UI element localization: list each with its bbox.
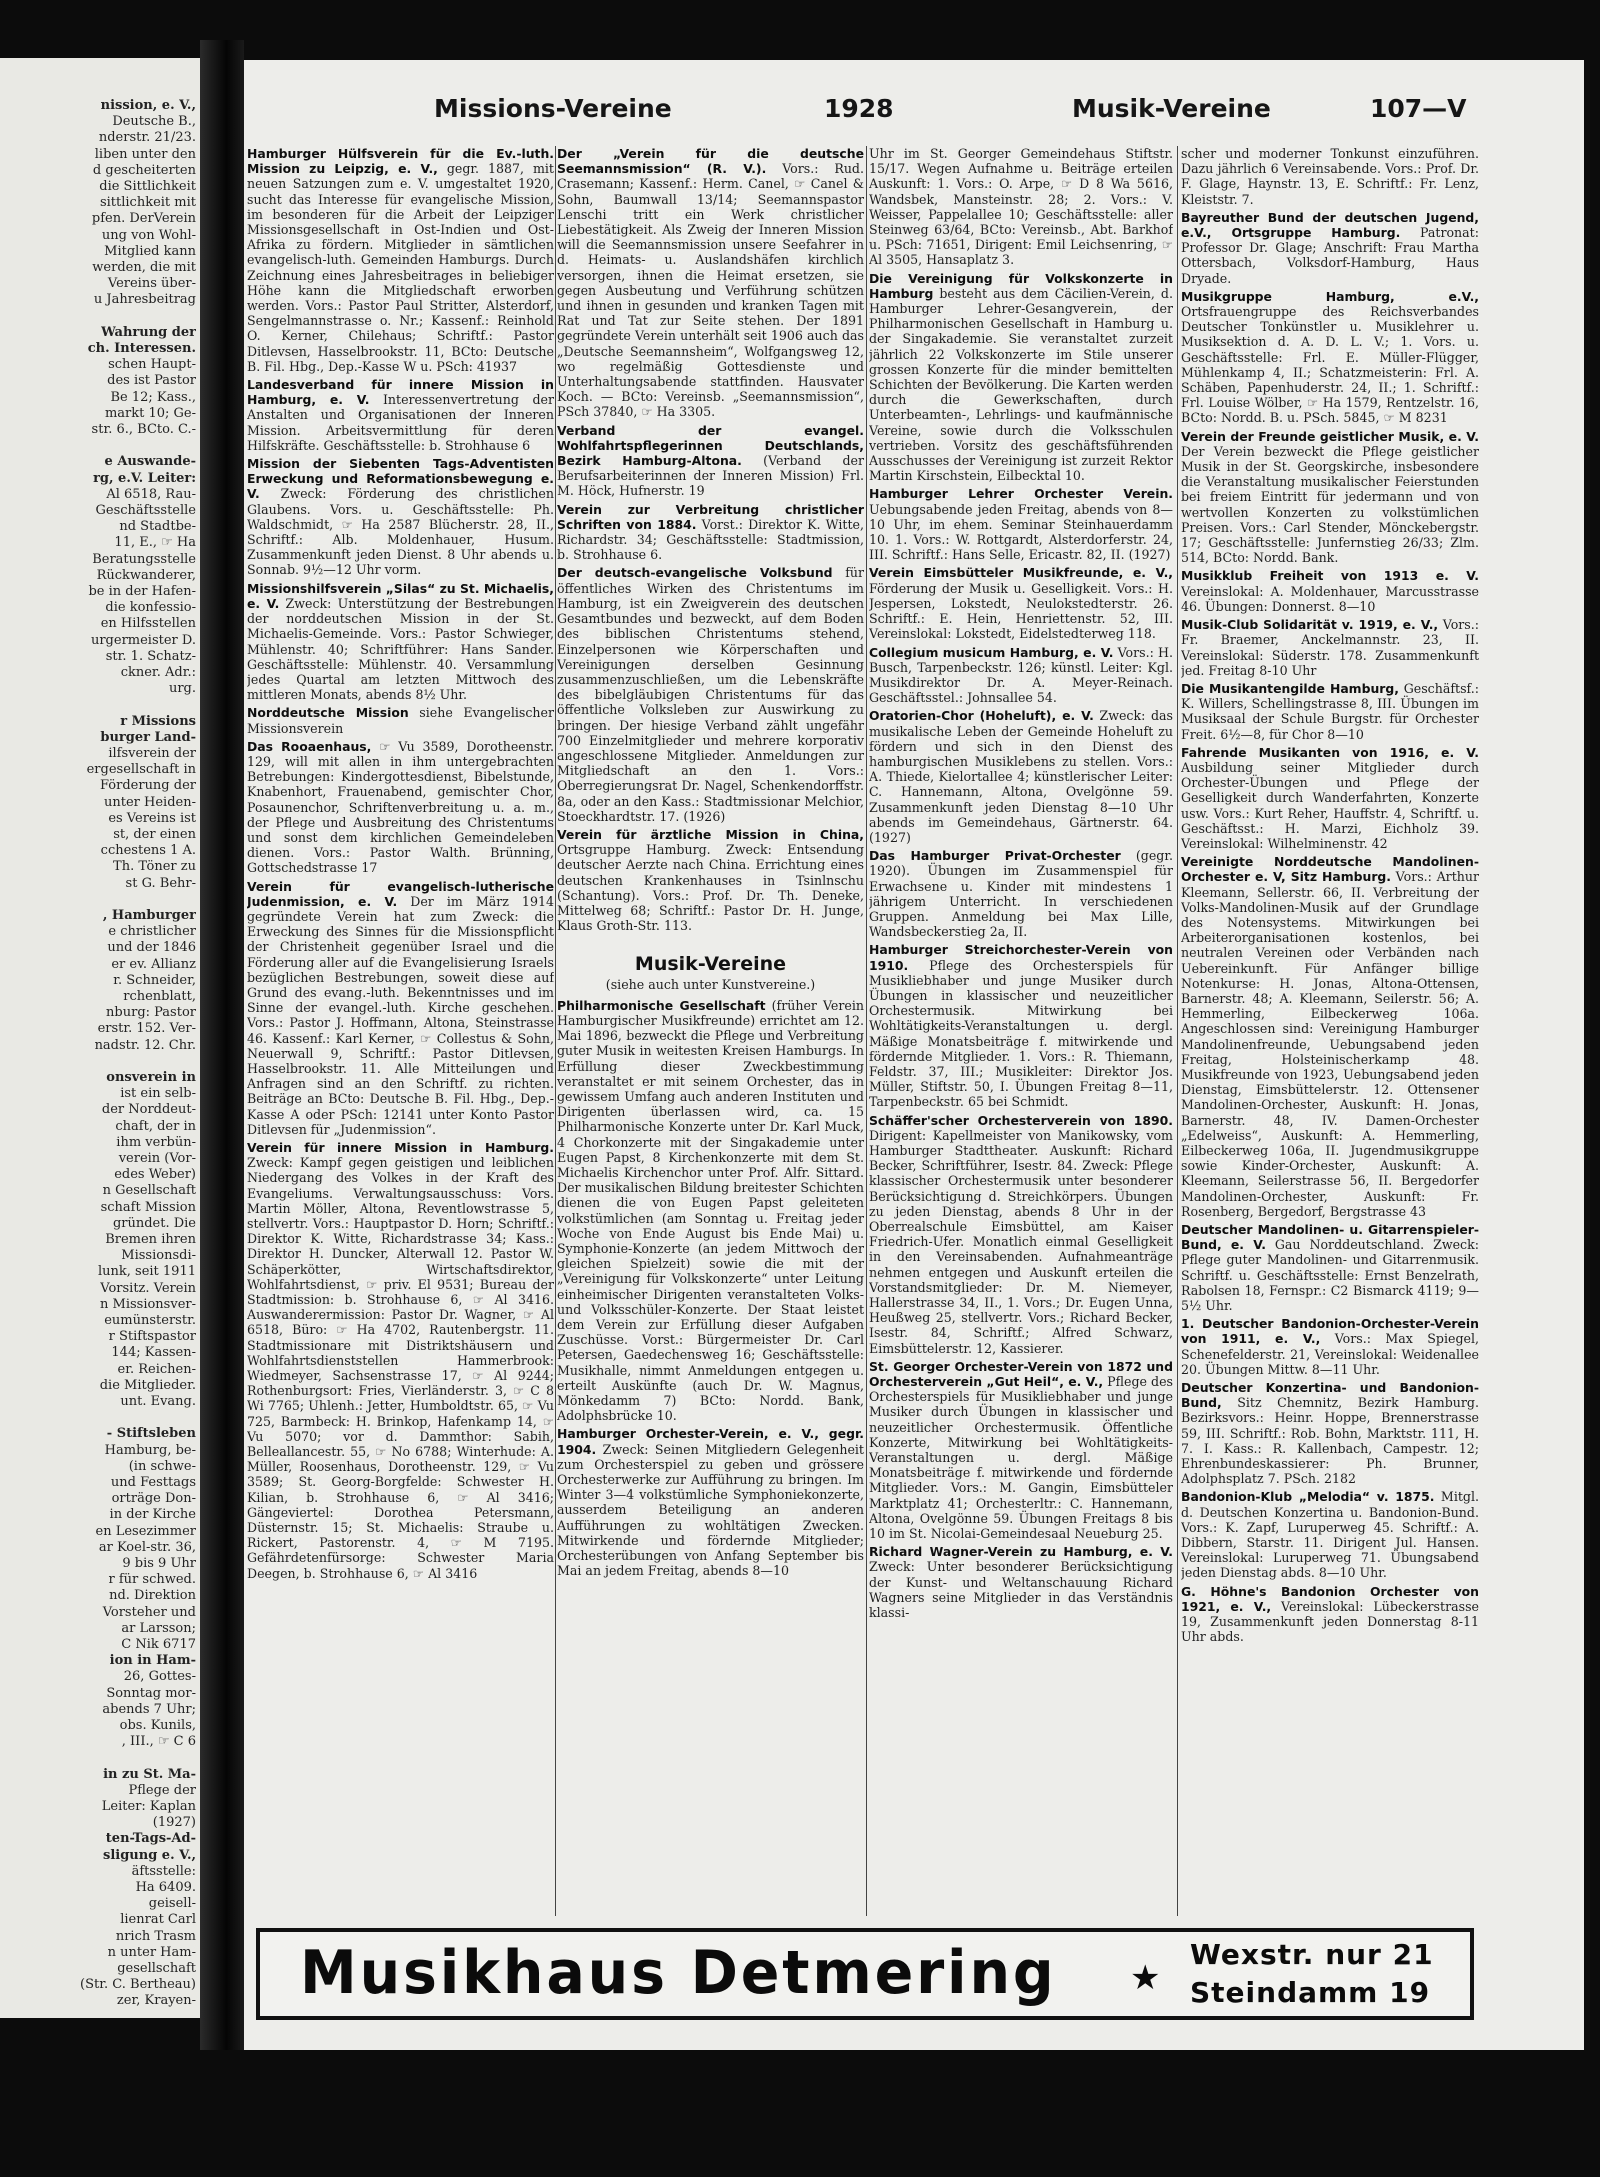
directory-entry [869, 942, 1173, 1109]
entry-text: Mitgl. d. Deutschen Konzertina u. Bandonion-Bund. Vors.: K. Zapf, Luruperweg 45. Schriftf.: A. Dibbern, Starstr. 11. Dirigent Jul. Hansen. Vereinslokal: Luruperweg 71. Übungsabend jeden Dienstag abds. 8—10 Uhr. [1181, 1489, 1479, 1581]
previous-page-line: nrich Trasm [115, 1928, 196, 1944]
previous-page-line: unter Heiden- [104, 794, 196, 810]
entry-text: siehe Evangelischer Missionsverein [247, 705, 554, 736]
column-divider [555, 146, 556, 1916]
entry-text: Patronat: Professor Dr. Glage; Anschrift: Frau Martha Ottersbach, Volksdorf-Hamburg, Haus Dryade. [1181, 225, 1479, 286]
entry-heading: Die Vereinigung für Volkskonzerte in Hamburg [869, 270, 1173, 301]
previous-page-line: lienrat Carl [120, 1912, 196, 1928]
previous-page-line: nderstr. 21/23. [98, 130, 196, 146]
previous-page-line: ion in Ham- [109, 1653, 196, 1669]
previous-page-line: st, der einen [113, 827, 196, 842]
directory-entry [557, 565, 864, 823]
previous-page-line: äftsstelle: [131, 1863, 196, 1879]
previous-page-line: des ist Pastor [107, 373, 196, 389]
entry-heading: Hamburger Lehrer Orchester Verein. [869, 486, 1173, 502]
previous-page-line: burger Land- [100, 729, 196, 745]
entry-text: Vereinslokal: Lübeckerstrasse 19, Zusammenkunft jeden Donnerstag 8-11 Uhr abds. [1181, 1598, 1479, 1645]
directory-entry [869, 146, 1173, 268]
directory-entry [869, 565, 1173, 641]
entry-heading: Schäffer'scher Orchesterverein von 1890. [869, 1112, 1173, 1128]
directory-entry [247, 705, 554, 735]
entry-text: Ortsgruppe Hamburg. Zweck: Entsendung deutscher Aerzte nach China. Errichtung eines deutschen Krankenhauses in Tsinlnschu (Schantung). Vors.: Prof. Dr. Th. Deneke, Mittelweg 68; Schriftf.: Pastor Dr. H. Junge, Klaus Groth-Str. 113. [557, 842, 864, 934]
previous-page-line: Rückwanderer, [96, 567, 196, 583]
previous-page-line: en Lesezimmer [95, 1523, 196, 1539]
section-subtitle: (siehe auch unter Kunstvereine.) [605, 976, 816, 992]
previous-page-line: markt 10; Ge- [104, 405, 196, 421]
previous-page-line: Al 6518, Rau- [106, 486, 196, 502]
directory-entry [1181, 1316, 1479, 1377]
previous-page-line: , III., ☞ C 6 [121, 1734, 196, 1750]
entry-heading: Norddeutsche Mission [247, 705, 409, 721]
previous-page-line: - Stiftsleben [106, 1426, 196, 1442]
previous-page-line: Vereins über- [107, 276, 196, 292]
entry-heading: Der „Verein für die deutsche Seemannsmission“ (R. V.). [557, 146, 864, 177]
previous-page-line: Deutsche B., [112, 114, 196, 130]
directory-entry [1181, 429, 1479, 566]
entry-text: (früher Verein Hamburgischer Musikfreunde) errichtet am 12. Mai 1896, bezweckt die Pflege und Verbreitung guter Musik in weitesten Kreisen Hamburgs. In Erfüllung dieser Zweckbestimmung veranstaltet er mit seinem Orchester, das in gewissem Umfang auch anderen Instituten und Dirigenten überlassen wird, ca. 15 Philharmonische Konzerte unter Dr. Karl Muck, 4 Chorkonzerte mit der Singakademie unter Eugen Papst, 8 Kirchenkonzerte mit dem St. Michaelis Kirchenchor unter Prof. Alfr. Sittard. Der musikalischen Bildung breitester Schichten dienen die von Eugen Papst geleiteten volkstümlichen (am Sonntag u. Freitag jeder Woche von Ende August bis Ende Mai) u. Symphonie-Konzerte (an jedem Mittwoch der gleichen Spielzeit) sowie die mit der „Vereinigung für Volkskonzerte“ unter Leitung einheimischer Dirigenten veranstalteten Volks- und Volksschüler-Konzerte. Der Staat leistet dem Verein zur Erfüllung dieser Aufgaben Zuschüsse. Vorst.: Bürgermeister Dr. Carl Petersen, Gaedechensweg 16; Geschäftsstelle: Musikhalle, nimmt Anmeldungen entgegen u. erteilt Auskünfte (auch Dr. W. Magnus, Mönkedamm 7) BCto: Nordd. Bank, Adolphsbrücke 10. [557, 997, 864, 1424]
entry-heading: Bandonion-Klub „Melodia“ v. 1875. [1181, 1489, 1435, 1505]
entry-text: Sitz Chemnitz, Bezirk Hamburg. Bezirksvors.: Heinr. Hoppe, Brennerstrasse 59, III. Schriftf.: Rob. Bohn, Marktstr. 111, H. 7. I. Kass.: R. Kallenbach, Campestr. 12; Ehrenbundeskassierer: Ph. Brunner, Adolphsplatz 7. PSch. 2182 [1181, 1395, 1479, 1487]
entry-heading: Verein Eimsbütteler Musikfreunde, e. V., [869, 565, 1173, 581]
previous-page-line: ar Larsson; [121, 1620, 196, 1636]
directory-entry [557, 827, 864, 933]
entry-text: Gau Norddeutschland. Zweck: Pflege guter Mandolinen- und Gitarrenmusik. Schriftf. u. Geschäftsstelle: Ernst Benzelrath, Rabolsen 18, Fernspr.: C2 Bismarck 4119; 9—5½ Uhr. [1181, 1237, 1479, 1314]
entry-text: Vors.: H. Busch, Tarpenbeckstr. 126; künstl. Leiter: Kgl. Musikdirektor Dr. A. Meyer-Reinach. Geschäftsstel.: Johnsallee 54. [869, 644, 1173, 706]
header-year: 1928 [824, 94, 894, 123]
entry-text: Dirigent: Kapellmeister von Manikowsky, vom Hamburger Stadttheater. Auskunft: Richard Becker, Schriftführer, Isestr. 84. Zweck: Pflege klassischer Orchestermusik unter besonderer Berücksichtigung d. Streichkörpers. Übungen zu jeden Dienstag, abends 8 Uhr in der Oberrealschule Eimsbüttel, am Kaiser Friedrich-Ufer. Monatlich einmal Geselligkeit in den Vereinsabenden. Aufnahmeanträge nehmen entgegen und Auskunft erteilen die Vorstandsmitglieder: Dr. M. Niemeyer, Hallerstrasse 34, II., 1. Vors.; Dr. Eugen Unna, Heußweg 25, stellvertr. Vors.; Richard Becker, Isestr. 84, Schriftf.; Alfred Schwarz, Eimsbüttelerstr. 12, Kassierer. [869, 1127, 1173, 1356]
column-1 [247, 146, 554, 1916]
previous-page-line: r für schwed. [108, 1572, 196, 1588]
previous-page-line: nadstr. 12. Chr. [94, 1037, 196, 1053]
directory-entry [247, 581, 554, 703]
previous-page-line: (Str. C. Bertheau) [80, 1977, 196, 1993]
previous-page-line: lunk, seit 1911 [97, 1264, 196, 1280]
previous-page-line: Förderung der [99, 778, 196, 794]
entry-heading: Verein für evangelisch-lutherische Judenmission, e. V. [247, 878, 554, 909]
directory-entry [869, 1359, 1173, 1541]
previous-page-line: sittlichkeit mit [99, 195, 196, 211]
column-divider [866, 146, 867, 1916]
column-4 [1181, 146, 1479, 1916]
previous-page-line: r Stiftspastor [108, 1329, 196, 1345]
previous-page-line: er ev. Allianz [111, 956, 196, 972]
entry-heading: Richard Wagner-Verein zu Hamburg, e. V. [869, 1544, 1173, 1560]
entry-text: gegr. 1887, mit neuen Satzungen zum e. V. umgestaltet 1920, sucht das Interesse für evangelische Mission, im besonderen für die Arbeit der Leipziger Missionsgesellschaft in Ost-Indien und Ost-Afrika zu fördern. Mitglieder in sämtlichen evangelisch-luth. Gemeinden Hamburgs. Durch Zeichnung eines Jahresbeitrages in beliebiger Höhe kann die Mitgliedschaft erworben werden. Vors.: Pastor Paul Stritter, Alsterdorf, Sengelmannstrasse o. Nr.; Kassenf.: Reinhold O. Kerner, Chilehaus; Schriftf.: Pastor Ditlevsen, Hasselbrookstr. 11, BCto: Deutsche B. Fil. Hbg., Dep.-Kasse W u. PSch: 41937 [247, 161, 554, 374]
previous-page-line: Pflege der [128, 1782, 196, 1798]
entry-text: Vors.: Arthur Kleemann, Sellerstr. 66, II. Verbreitung der Volks-Mandolinen-Musik auf der Grundlage des Notensystems. Mitwirkungen bei Arbeiterorganisationen kostenlos, bei neutralen Vereinen oder Verbänden nach Uebereinkunft. Für Anfänger billige Notenkurse: H. Jonas, Altona-Ottensen, Barnerstr. 48; A. Kleemann, Seilerstr. 56; A. Hemmerling, Eilbeckerweg 106a. Angeschlossen sind: Vereinigung Hamburger Mandolinenfreunde, Uebungsabend jeden Freitag, Holsteinischerkamp 48. Musikfreunde von 1923, Uebungsabend jeden Dienstag, Eimsbüttelerstr. 12. Ottensener Mandolinen-Orchester, Auskunft: H. Jonas, Barnerstr. 48, IV. Damen-Orchester „Edelweiss“, Auskunft: A. Hemmerling, Eilbeckerweg 106a, II. Jugendmusikgruppe sowie Kinder-Orchester, Auskunft: A. Kleemann, Seilerstrasse 56, II. Bergedorfer Mandolinen-Orchester, Auskunft: Fr. Rosenberg, Bergedorf, Bergstrasse 43 [1181, 869, 1479, 1219]
previous-page-line: Sonntag mor- [106, 1685, 196, 1701]
entry-heading: Verein zur Verbreitung christlicher Schriften von 1884. [557, 501, 864, 532]
directory-entry [1181, 1222, 1479, 1313]
directory-entry [1181, 146, 1479, 207]
previous-page-line: orträge Don- [111, 1491, 196, 1507]
column-2 [557, 146, 864, 1916]
previous-page-line: obs. Kunils, [119, 1718, 196, 1733]
previous-page-line: pfen. DerVerein [91, 211, 196, 227]
previous-page-line: Hamburg, be- [104, 1442, 196, 1458]
previous-page-line: sligung e. V., [103, 1847, 196, 1863]
entry-text: (gegr. 1920). Übungen im Zusammenspiel für Erwachsene u. Kinder mit mindestens 1 jährigem Unterricht. In verschiedenen Gruppen. Anmeldung bei Max Lille, Wandsbeckerstieg 2a, II. [869, 848, 1173, 940]
previous-page-line: die Sittlichkeit [99, 179, 196, 194]
directory-entry [247, 1140, 554, 1581]
entry-text: Vors.: Fr. Braemer, Anckelmannstr. 23, II. Vereinslokal: Süderstr. 178. Zusammenkunft jed. Freitag 8-10 Uhr [1181, 617, 1479, 678]
directory-entry [1181, 681, 1479, 742]
previous-page-line: nd Stadtbe- [119, 519, 196, 535]
entry-text: Vereinslokal: A. Moldenhauer, Marcusstrasse 46. Übungen: Donnerst. 8—10 [1181, 583, 1479, 614]
previous-page-line: be in der Hafen- [88, 584, 196, 599]
previous-page-line: n Gesellschaft [102, 1183, 196, 1199]
previous-page-line: in zu St. Ma- [103, 1766, 196, 1782]
directory-entry [1181, 617, 1479, 678]
previous-page-line: (1927) [152, 1815, 196, 1831]
previous-page-line: ist ein selb- [120, 1086, 196, 1102]
page-number: 107—V [1370, 94, 1467, 123]
entry-heading: Fahrende Musikanten von 1916, e. V. [1181, 744, 1479, 760]
entry-heading: Der deutsch-evangelische Volksbund [557, 565, 833, 581]
directory-entry [557, 998, 864, 1424]
previous-page-line: 9 bis 9 Uhr [122, 1556, 196, 1571]
directory-entry [247, 739, 554, 876]
star-icon: ★ [1130, 1958, 1161, 1998]
advertisement-address-2: Steindamm 19 [1190, 1976, 1431, 2009]
previous-page-line: Ha 6409. [135, 1880, 196, 1895]
previous-page-line: und Festtags [110, 1475, 196, 1490]
directory-entry [557, 146, 864, 420]
directory-entry [869, 848, 1173, 939]
entry-text: Pflege des Orchesterspiels für Musikliebhaber und junge Musiker durch Übungen in klassischer und neuzeitlicher Orchestermusik. Öffentliche Konzerte, Mitwirkung bei Wohltätigkeits-Veranstaltungen u. dergl. Mäßige Monatsbeiträge f. mitwirkende und fördernde Mitglieder. Vors.: M. Gangin, Eimsbütteler Marktplatz 41; Orchesterltr.: C. Hannemann, Altona, Ovelgönne 59. Übungen Freitags 8 bis 10 im St. Nicolai-Gemeindesaal Neueburg 25. [869, 1374, 1173, 1542]
previous-page-line: und der 1846 [107, 940, 196, 956]
entry-text: Ausbildung seiner Mitglieder durch Orchester-Übungen und Pflege der Geselligkeit durch Wanderfahrten, Konzerte usw. Vors.: Kurt Reher, Hauffstr. 4, Schriftf. u. Geschäftsst.: H. Marzi, Eichholz 39. Vereinslokal: Wilhelminenstr. 42 [1181, 759, 1479, 851]
previous-page-line: schen Haupt- [108, 357, 196, 373]
entry-text: Geschäftsf.: K. Willers, Schellingstrasse 8, III. Übungen im Musiksaal der Schule Burgstr. für Orchester Freit. 6½—8, für Chor 8—10 [1181, 680, 1479, 742]
advertisement-address-1: Wexstr. nur 21 [1190, 1938, 1434, 1971]
previous-page-line: C Nik 6717 [121, 1637, 196, 1652]
entry-heading: Die Musikantengilde Hamburg, [1181, 680, 1399, 696]
previous-page-line: u Jahresbeitrag [93, 292, 196, 308]
previous-page-line: in der Kirche [109, 1507, 196, 1523]
previous-page-line: r. Schneider, [113, 972, 196, 988]
previous-page-line: ch. Interessen. [87, 341, 196, 356]
directory-entry [247, 456, 554, 578]
previous-page-line: ckner. Adr.: [120, 665, 196, 680]
previous-page-line: der Norddeut- [101, 1102, 196, 1118]
directory-entry [869, 486, 1173, 562]
entry-heading: Deutscher Konzertina- und Bandonion-Bund, [1181, 1380, 1479, 1411]
entry-heading: Philharmonische Gesellschaft [557, 997, 766, 1013]
entry-heading: Hamburger Orchester-Verein, e. V., gegr. 1904. [557, 1426, 864, 1457]
previous-page-line: st G. Behr- [125, 875, 196, 891]
entry-text: Zweck: Unterstützung der Bestrebungen der norddeutschen Mission in der St. Michaelis-Gemeinde. Vors.: Pastor Schwieger, Mühlenstr. 40; Schriftführer: Hans Sander. Geschäftsstelle: Mühlenstr. 40. Versammlung jedes Quartal am letzten Mittwoch des mittleren Monats, abends 8½ Uhr. [247, 595, 554, 703]
previous-page-line: ar Koel-str. 36, [98, 1539, 196, 1555]
previous-page-line: e Auswande- [104, 454, 196, 470]
entry-text: Zweck: das musikalische Leben der Gemeinde Hoheluft zu fördern und sich in den Dienst des hamburgischen Musiklebens zu stellen. Vors.: A. Thiede, Kielortallee 4; künstlerischer Leiter: C. Hannemann, Altona, Ovelgönne 59. Zusammenkunft jeden Dienstag 8—10 Uhr abends im Gemeindehaus, Gärtnerstr. 64. (1927) [869, 708, 1173, 845]
previous-page-line: Leiter: Kaplan [101, 1799, 196, 1814]
entry-text: Ortsfrauengruppe des Reichsverbandes Deutscher Tonkünstler u. Musiklehrer u. Musiksektion d. A. D. L. V.; 1. Vors. u. Geschäftsstelle: Frl. E. Müller-Flügger, Mühlenkamp 4, II.; Schatzmeisterin: Frl. A. Schäben, Papenhuderstr. 24, II.; 1. Schriftf.: Frl. Louise Wölber, ☞ Ha 1579, Rentzelstr. 16, BCto: Nordd. B. u. PSch. 5845, ☞ M 8231 [1181, 304, 1479, 426]
entry-heading: G. Höhne's Bandonion Orchester von 1921, e. V., [1181, 1583, 1479, 1614]
previous-page-line: str. 6., BCto. C.- [91, 422, 196, 437]
previous-page-line: , Hamburger [102, 908, 196, 923]
previous-page-line: n unter Ham- [107, 1944, 196, 1960]
previous-page-line: str. 1. Schatz- [105, 648, 196, 664]
previous-page-line: chaft, der in [115, 1118, 196, 1134]
previous-page-line: schaft Mission [100, 1199, 196, 1215]
column-3 [869, 146, 1173, 1916]
directory-entry [557, 423, 864, 499]
previous-page-line: en Hilfsstellen [100, 616, 196, 632]
entry-heading: St. Georger Orchester-Verein von 1872 und Orchesterverein „Gut Heil“, e. V., [869, 1358, 1173, 1390]
entry-heading: Hamburger Hülfsverein für die Ev.-luth. Mission zu Leipzig, e. V., [247, 146, 554, 177]
previous-page-line: 26, Gottes- [123, 1669, 196, 1685]
previous-page-line: Geschäftsstelle [95, 503, 196, 518]
entry-text: Uhr im St. Georger Gemeindehaus Stiftstr. 15/17. Wegen Aufnahme u. Beiträge erteilen Auskunft: 1. Vors.: O. Arpe, ☞ D 8 Wa 5616, Wandsbek, Mansteinstr. 28; 2. Vors.: V. Weisser, Pappelallee 10; Geschäftsstelle: aller Steinweg 63/64, BCto: Vereinsb., Abt. Barkhof u. PSch: 71651, Dirigent: Emil Leichsenring, ☞ Al 3505, Hansaplatz 3. [869, 146, 1173, 268]
book-gutter [200, 40, 244, 2050]
entry-text: Zweck: Förderung des christlichen Glaubens. Vors. u. Geschäftsstelle: Ph. Waldschmidt, ☞ Ha 2587 Blücherstr. 28, II., Schriftf.: Alb. Moldenhauer, Husum. Zusammenkunft jeden Dienst. 8 Uhr abends u. Sonnab. 9½—12 Uhr vorm. [247, 486, 554, 578]
entry-text: Zweck: Seinen Mitgliedern Gelegenheit zum Orchesterspiel zu geben und grössere Orchesterwerke zur Aufführung zu bringen. Im Winter 3—4 volkstümliche Symphoniekonzerte, ausserdem Beteiligung an anderen Aufführungen zu wohltätigen Zwecken. Mitwirkende und fördernde Mitglieder; Orchesterübungen von Anfang September bis Mai an jedem Freitag, abends 8—10 [557, 1441, 864, 1579]
directory-entry [869, 645, 1173, 706]
previous-page-line: werden, die mit [92, 260, 196, 275]
previous-page-line: rg, e.V. Leiter: [93, 470, 196, 486]
previous-page-line: ten-Tags-Ad- [105, 1831, 196, 1847]
section-title: Musik-Vereine [634, 953, 787, 976]
entry-heading: Musikgruppe Hamburg, e.V., [1181, 288, 1479, 304]
directory-entry [247, 377, 554, 453]
directory-page [244, 60, 1584, 2050]
directory-entry [557, 502, 864, 563]
entry-text: Pflege des Orchesterspiels für Musikliebhaber und junge Musiker durch Übungen in klassischer und neuzeitlicher Orchestermusik. Mitwirkung bei Wohltätigkeits-Veranstaltungen u. dergl. Mäßige Monatsbeiträge f. mitwirkende und fördernde Mitglieder. 1. Vors.: R. Thiemann, Feldstr. 37, III.; Musikleiter: Direktor Jos. Müller, Stiftstr. 50, I. Übungen Freitag 8—11, Tarpenbeckstr. 65 bei Schmidt. [869, 957, 1173, 1110]
previous-page-line: erstr. 152. Ver- [97, 1021, 196, 1037]
previous-page-line: e christlicher [108, 924, 196, 940]
directory-entry [1181, 1380, 1479, 1486]
previous-page-line: nburg: Pastor [106, 1005, 196, 1021]
entry-text: für öffentliches Wirken des Christentums im Hamburg, ist ein Zweigverein des deutschen Gesamtbundes und bezweckt, auf dem Boden des biblischen Christentums stehend, Einzelpersonen wie Körperschaften und Vereinigungen derselben Gesinnung zusammenzuschließen, um die Lebenskräfte des bibelgläubigen Christentums für das öffentliche Volksleben zur Auswirkung zu bringen. Der hiesige Verband zählt ungefähr 700 Einzelmitglieder und mehrere korporativ angeschlossene Mitglieder. Anmeldungen zur Mitgliedschaft an den 1. Vors.: Oberregierungsrat Dr. Nagel, Schenkendorffstr. 8a, oder an den Kass.: Stadtmissionar Melchior, Stoeckhardtstr. 17. (1926) [557, 565, 864, 824]
directory-entry [869, 1113, 1173, 1356]
directory-entry [557, 1426, 864, 1578]
entry-text: Vorst.: Direktor K. Witte, Richardstr. 34; Geschäftsstelle: Stadtmission, b. Strohhause 6. [557, 516, 864, 563]
previous-page-line: Beratungsstelle [92, 551, 196, 567]
previous-page-line: rchenblatt, [123, 989, 196, 1004]
entry-heading: Landesverband für innere Mission in Hamburg, e. V. [247, 377, 554, 408]
entry-heading: Vereinigte Norddeutsche Mandolinen-Orchester e. V, Sitz Hamburg. [1181, 854, 1479, 885]
directory-entry [869, 1544, 1173, 1620]
entry-text: Förderung der Musik u. Geselligkeit. Vors.: H. Jespersen, Lokstedt, Neulokstedterstr. 26. Schriftf.: E. Hein, Henriettenstr. 52, III. Vereinslokal: Lokstedt, Eidelstedterweg 118. [869, 580, 1173, 642]
entry-heading: Das Hamburger Privat-Orchester [869, 848, 1121, 864]
entry-heading: Hamburger Streichorchester-Verein von 1910. [869, 942, 1173, 973]
previous-page-line: onsverein in [106, 1070, 196, 1085]
previous-page-line: die konfessio- [105, 600, 196, 616]
entry-text: Der Verein bezweckt die Pflege geistlicher Musik in der St. Georgskirche, insbesondere die Veranstaltung musikalischer Feierstunden bei freiem Eintritt für jedermann und von wertvollen Konzerten zu volkstümlichen Preisen. Vors.: Carl Stender, Mönckebergstr. 17; Geschäftsstelle: Junfernstieg 26/33; Zlm. 514, BCto: Nordd. Bank. [1181, 443, 1479, 566]
previous-page-line: edes Weber) [114, 1167, 196, 1183]
entry-text: (Verband der Berufsarbeiterinnen der Inneren Mission) Frl. M. Höck, Hufnerstr. 19 [557, 453, 864, 499]
previous-page-line: Wahrung der [101, 324, 196, 340]
previous-page-line: eumünsterstr. [104, 1313, 196, 1328]
advertisement-name: Musikhaus Detmering [300, 1938, 1057, 2008]
previous-page-line: cchestens 1 A. [100, 843, 196, 859]
previous-page-line: 11, E., ☞ Ha [114, 535, 196, 551]
directory-entry [1181, 854, 1479, 1219]
previous-page-line: urg. [168, 681, 196, 697]
previous-page-line: gründet. Die [112, 1215, 196, 1231]
directory-entry [1181, 745, 1479, 851]
entry-heading: Missionshilfsverein „Silas“ zu St. Michaelis, e. V. [247, 580, 554, 611]
previous-page-line: Vorsteher und [102, 1604, 196, 1620]
previous-page-line: ihm verbün- [116, 1134, 196, 1150]
previous-page-line: Mitglied kann [104, 243, 196, 259]
entry-text: scher und moderner Tonkunst einzuführen. Dazu jährlich 6 Vereinsabende. Vors.: Prof. Dr. F. Glage, Haynstr. 13, E. Schriftf.: Fr. Lenz, Kleiststr. 7. [1181, 146, 1479, 207]
previous-page-line: n Missionsver- [100, 1296, 196, 1312]
advertisement-box [256, 1928, 1474, 2020]
entry-heading: Verein der Freunde geistlicher Musik, e. V. [1181, 428, 1479, 444]
previous-page-line: geisell- [148, 1896, 196, 1912]
directory-entry [869, 708, 1173, 845]
entry-heading: Verein für innere Mission in Hamburg. [247, 1140, 554, 1155]
previous-page-line: ergesellschaft in [86, 762, 196, 778]
previous-page-line: die Mitglieder. [99, 1377, 196, 1393]
previous-page-line: verein (Vor- [118, 1151, 196, 1166]
entry-heading: Musik-Club Solidarität v. 1919, e. V., [1181, 617, 1439, 633]
previous-page-line: Th. Töner zu [113, 859, 196, 875]
page-header [244, 94, 1584, 134]
entry-text: Vors.: Max Spiegel, Schenefelderstr. 21, Vereinslokal: Weidenallee 20. Übungen Mittw. 8—11 Uhr. [1181, 1331, 1479, 1377]
previous-page-line: Missionsdi- [121, 1248, 196, 1264]
header-left-title: Missions-Vereine [434, 94, 672, 123]
entry-text: ☞ Vu 3589, Dorotheenstr. 129, will mit allen in ihm untergebrachten Betrebungen: Kindergottesdienst, Bibelstunde, Knabenhort, Frauenabend, gemischter Chor, Posaunenchor, Schriftenverbreitung u. a. m., der Pflege und Ausbreitung des Christentums und sonst dem kirchlichen Gemeindeleben dienen. Vors.: Pastor Walth. Brünning, Gottschedstrasse 17 [247, 738, 554, 876]
previous-page-line: (in schwe- [128, 1458, 196, 1474]
previous-page-line: ung von Wohl- [101, 227, 196, 243]
entry-heading: Verband der evangel. Wohlfahrtspflegerinnen Deutschlands, Bezirk Hamburg-Altona. [557, 422, 864, 469]
directory-entry [247, 146, 554, 374]
previous-page-line: nission, e. V., [100, 98, 196, 113]
previous-page-line: Vorsitz. Verein [100, 1280, 196, 1296]
previous-page-line: unt. Evang. [120, 1394, 196, 1409]
entry-text: besteht aus dem Cäcilien-Verein, d. Hamburger Lehrer-Gesangverein, der Philharmonischen Gesellschaft in Hamburg u. der Singakademie. Sie veranstaltet zurzeit jährlich 22 Volkskonzerte im Stile unserer grossen Konzerte für die minder bemittelten Schichten der Bevölkerung. Die Karten werden durch die Gewerkschaften, durch Unterbeamten-, Lehrlings- und kaufmännische Vereine, sowie durch die Volksschulen vertrieben. Vorsitz des geschäftsführenden Ausschusses der Vereinigung ist zurzeit Rektor Martin Kirschstein, Eilbecktal 10. [869, 285, 1173, 484]
previous-page-line: liben unter den [94, 146, 196, 162]
entry-heading: Mission der Siebenten Tags-Adventisten Erweckung und Reformationsbewegung e. V. [247, 456, 554, 502]
entry-text: Vors.: Rud. Crasemann; Kassenf.: Herm. Canel, ☞ Canel & Sohn, Baumwall 13/14; Seemannspastor Lenschi tritt ein Werk christlicher Liebestätigkeit. Als Zweig der Inneren Mission will die Seemannsmission unsere Seefahrer in d. Heimats- u. Auslandshäfen kirchlich versorgen, ihnen die Heimat ersetzen, sie gegen Ausbeutung und Verführung schützen und ihnen in gesunden und kranken Tagen mit Rat und Tat zur Seite stehen. Der 1891 gegründete Verein unterhält seit 1906 auch das „Deutsche Seemannsheim“, Wolfgangsweg 12, wo regelmäßig Gottesdienste und Unterhaltungsabende stattfinden. Hausvater Koch. — BCto: Vereinsb. „Seemannsmission“, PSch 37840, ☞ Ha 3305. [557, 161, 864, 420]
entry-heading: Deutscher Mandolinen- u. Gitarrenspieler-Bund, e. V. [1181, 1222, 1479, 1253]
directory-entry [1181, 1489, 1479, 1580]
entry-heading: Collegium musicum Hamburg, e. V. [869, 644, 1114, 660]
previous-page-line: urgermeister D. [90, 632, 196, 648]
previous-page-fragment [0, 58, 200, 2018]
directory-entry [1181, 1584, 1479, 1645]
entry-text: Zweck: Unter besonderer Berücksichtigung der Kunst- und Weltanschauung Richard Wagners seine Mitglieder in das Verständnis klassi- [869, 1559, 1173, 1621]
directory-entry [1181, 289, 1479, 426]
entry-heading: Bayreuther Bund der deutschen Jugend, e.V., Ortsgruppe Hamburg. [1181, 209, 1479, 241]
previous-page-line: r Missions [120, 713, 196, 729]
previous-page-line: er. Reichen- [117, 1361, 196, 1377]
column-divider [1177, 146, 1178, 1916]
previous-page-line: abends 7 Uhr; [102, 1701, 196, 1717]
entry-heading: Das Rooaenhaus, [247, 738, 372, 754]
directory-entry [1181, 568, 1479, 614]
entry-text: Der im März 1914 gegründete Verein hat zum Zweck: die Erweckung des Sinnes für die Missionspflicht der Christenheit gegenüber Israel und die Förderung aller auf die Evangelisierung Israels bezüglichen Bestrebungen, soweit diese auf Grund des evang.-luth. Bekenntnisses und im Sinne der evangel.-luth. Kirche geschehen. Vors.: Pastor J. Hoffmann, Altona, Steinstrasse 46. Kassenf.: Karl Kerner, ☞ Collestus & Sohn, Neuerwall 9, Schriftf.: Pastor Ditlevsen, Hasselbrookstr. 11. Alle Mitteilungen und Anfragen sind an den Schriftf. zu richten. Beiträge an BCto: Deutsche B. Fil. Hbg., Dep.-Kasse A oder PSch: 12141 unter Konto Pastor Ditlevsen für „Judenmission“. [247, 893, 554, 1137]
previous-page-line: zer, Krayen- [116, 1993, 196, 2009]
directory-entry [1181, 210, 1479, 286]
previous-page-line: 144; Kassen- [111, 1345, 196, 1361]
previous-page-line: nd. Direktion [109, 1588, 196, 1604]
entry-heading: Oratorien-Chor (Hoheluft), e. V. [869, 708, 1094, 724]
previous-page-line: Bremen ihren [105, 1232, 196, 1247]
directory-entry [869, 271, 1173, 484]
entry-text: Interessenvertretung der Anstalten und Organisationen der Inneren Mission. Arbeitsvermittlung für deren Hilfskräfte. Geschäftsstelle: b. Strohhause 6 [247, 392, 554, 453]
previous-page-line: gesellschaft [117, 1961, 196, 1976]
previous-page-line: Be 12; Kass., [110, 389, 196, 405]
entry-text: Uebungsabende jeden Freitag, abends von 8—10 Uhr, im ehem. Seminar Steinhauerdamm 10. 1. Vors.: W. Rottgardt, Alsterdorferstr. 24, III. Schriftf.: Hans Selle, Ericastr. 82, II. (1927) [869, 501, 1173, 563]
entry-heading: Verein für ärztliche Mission in China, [557, 826, 864, 842]
entry-text: Zweck: Kampf gegen geistigen und leiblichen Niedergang des Volkes in der Kraft des Evangeliums. Verwaltungsausschuss: Vors. Martin Möller, Altona, Reventlowstrasse 5, stellvertr. Vors.: Hauptpastor D. Horn; Schriftf.: Direktor K. Witte, Richardstrasse 34; Kass.: Direktor H. Duncker, Alterwall 12. Pastor W. Schäperkötter, Wirtschaftsdirektor, Wohlfahrtsdienst, ☞ priv. El 9531; Bureau der Stadtmission: b. Strohhause 6, ☞ Al 3416. Auswanderermission: Pastor Dr. Wagner, ☞ Al 6518, Büro: ☞ Ha 4702, Rautenbergstr. 11. Stadtmissionare mit Distriktshäusern und Wohlfahrtsdienststellen Hammerbrook: Wiedmeyer, Sachsenstrasse 17, ☞ Al 9244; Rothenburgsort: Fries, Vierländerstr. 3, ☞ C 8 Wi 7765; Uhlenh.: Jetter, Humboldtstr. 65, ☞ Vu 725, Barmbeck: H. Brinkop, Hafenkamp 14, ☞ Vu 5070; vor d. Dammthor: Sabih, Belleallancestr. 55, ☞ No 6788; Winterhude: A. Müller, Roosenhaus, Dorotheenstr. 129, ☞ Vu 3589; St. Georg-Borgfelde: Schwester H. Kilian, b. Strohhause 6, ☞ Al 3416; Gängeviertel: Dorothea Petersmann, Düsternstr. 15; St. Michaelis: Straube u. Rickert, Pastorenstr. 4, ☞ M 7195. Gefährdetenfürsorge: Schwester Maria Deegen, b. Strohhause 6, ☞ Al 3416 [247, 1155, 554, 1581]
previous-page-line: es Vereins ist [108, 810, 196, 826]
previous-page-line: ilfsverein der [108, 746, 196, 761]
header-right-title: Musik-Vereine [1072, 94, 1271, 123]
directory-entry [247, 879, 554, 1137]
entry-heading: Musikklub Freiheit von 1913 e. V. [1181, 568, 1479, 584]
previous-page-line: d gescheiterten [92, 162, 196, 178]
entry-heading: 1. Deutscher Bandonion-Orchester-Verein von 1911, e. V., [1181, 1316, 1479, 1347]
